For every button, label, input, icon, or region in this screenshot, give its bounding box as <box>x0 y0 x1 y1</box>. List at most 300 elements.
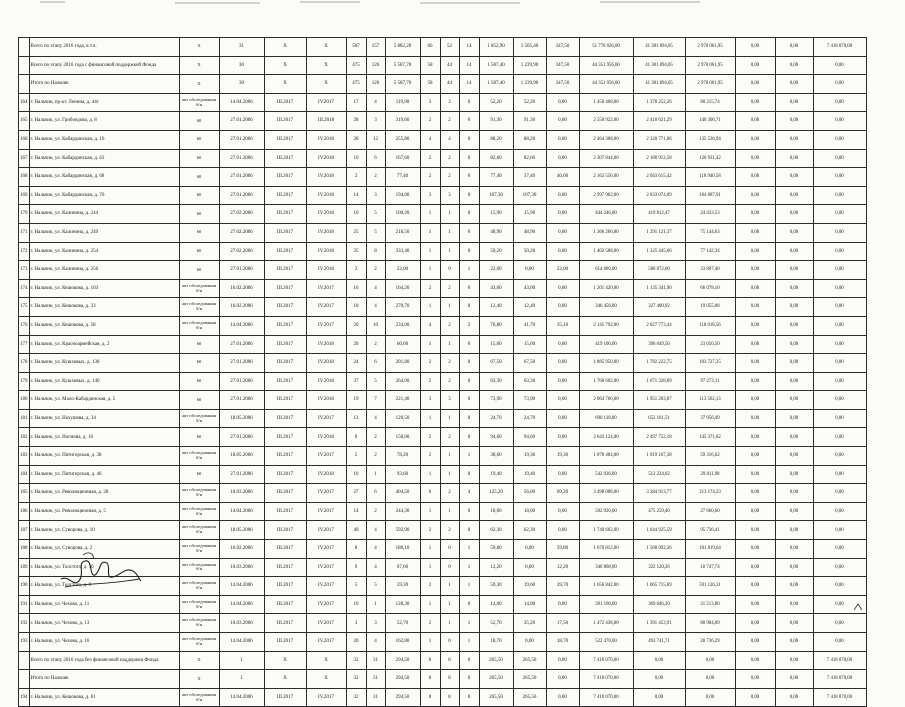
cell-f15: 0,00 <box>546 391 579 410</box>
cell-f8: 4 <box>366 279 385 298</box>
cell-f19: 0,00 <box>735 168 775 187</box>
cell-f20: 0,00 <box>775 372 813 391</box>
cell-f11: 0 <box>440 261 459 280</box>
cell-f19: 0,00 <box>735 447 775 466</box>
cell-f13: 52,70 <box>479 614 513 633</box>
cell-f20: 0,00 <box>775 465 813 484</box>
cell-date: 27.01.2006 <box>219 186 264 205</box>
cell-f19: 0,00 <box>735 186 775 205</box>
cell-address: г. Нальчик, ул. Калинина, д. 249 <box>29 223 179 242</box>
cell-no: 168 <box>19 168 30 187</box>
cell-start: III.2017 <box>264 298 306 317</box>
cell-f9: 270,70 <box>385 298 420 317</box>
cell-f21: 0,00 <box>813 279 866 298</box>
cell-f18: 213 174,23 <box>685 484 735 503</box>
cell-f17: 512 224,02 <box>633 465 685 484</box>
cell-f10: 2 <box>420 112 440 131</box>
cell-end: X <box>306 651 346 670</box>
cell-f18: 33 807,40 <box>685 261 735 280</box>
cell-f20: 0,00 <box>775 149 813 168</box>
cell-f9: 100,20 <box>385 205 420 224</box>
cell-no: 166 <box>19 130 30 149</box>
cell-no: 182 <box>19 428 30 447</box>
cell-f9: 67,60 <box>385 558 420 577</box>
cell-f13: 15,90 <box>479 205 513 224</box>
cell-f21: 0,00 <box>813 391 866 410</box>
cell-f11: 8 <box>440 670 459 689</box>
cell-f13: 1 852,90 <box>479 38 513 57</box>
cell-f19: 0,00 <box>735 465 775 484</box>
cell-f18: 101 819,64 <box>685 540 735 559</box>
cell-address: г. Нальчик, ул. Кабардинская, д. 63 <box>29 149 179 168</box>
cell-f14: 15,90 <box>513 205 546 224</box>
cell-f17: 1 568 992,36 <box>633 540 685 559</box>
cell-no <box>19 38 30 57</box>
cell-f9: 244,30 <box>385 502 420 521</box>
table-row <box>19 149 867 168</box>
cell-f20: 0,00 <box>775 447 813 466</box>
cell-f17: 3 284 913,77 <box>633 484 685 503</box>
cell-f15: 0,00 <box>546 93 579 112</box>
cell-f14: 37,40 <box>513 168 546 187</box>
cell-f14: 43,00 <box>513 279 546 298</box>
cell-f17: 1 644 925,59 <box>633 521 685 540</box>
cell-f15: 0,00 <box>546 688 579 707</box>
cell-date: 16.02.2006 <box>219 540 264 559</box>
cell-f13: 67,50 <box>479 354 513 373</box>
cell-f10: 3 <box>420 391 440 410</box>
cell-f11: 1 <box>440 298 459 317</box>
table-row <box>19 447 867 466</box>
cell-f14: 1 239,90 <box>513 56 546 75</box>
cell-f10: 1 <box>420 595 440 614</box>
table-row <box>19 130 867 149</box>
cell-date: 27.02.2006 <box>219 223 264 242</box>
cell-f19: 0,00 <box>735 595 775 614</box>
cell-f13: 14,00 <box>479 595 513 614</box>
cell-start: III.2017 <box>264 130 306 149</box>
cell-f16: 1 402 588,00 <box>579 242 633 261</box>
cell-f17: 1 291 121,37 <box>633 223 685 242</box>
cell-f14: 14,00 <box>513 595 546 614</box>
cell-start: III.2017 <box>264 614 306 633</box>
cell-f9: 164,20 <box>385 279 420 298</box>
cell-f11: 2 <box>440 372 459 391</box>
cell-f10: 1 <box>420 298 440 317</box>
cell-start: III.2017 <box>264 149 306 168</box>
table-row <box>19 670 867 689</box>
cell-f19: 0,00 <box>735 428 775 447</box>
cell-f15: 0,00 <box>546 428 579 447</box>
cell-f8: 5 <box>366 205 385 224</box>
cell-end: IV.2017 <box>306 502 346 521</box>
cell-f13: 265,50 <box>479 651 513 670</box>
cell-f21: 7 418 070,00 <box>813 651 866 670</box>
cell-f14: 265,50 <box>513 688 546 707</box>
cell-start: III.2017 <box>264 521 306 540</box>
cell-f20: 0,00 <box>775 335 813 354</box>
cell-f20: 0,00 <box>775 130 813 149</box>
cell-f10: 1 <box>420 335 440 354</box>
cell-f15: 347,50 <box>546 38 579 57</box>
cell-f10: 2 <box>420 279 440 298</box>
cell-f7: 10 <box>346 465 366 484</box>
cell-start: III.2017 <box>264 484 306 503</box>
cell-f20: 0,00 <box>775 38 813 57</box>
cell-f8: 6 <box>366 149 385 168</box>
cell-no: 194 <box>19 688 30 707</box>
cell-address: г. Нальчик, ул. Красноармейская, д. 2 <box>29 335 179 354</box>
cell-f21: 0,00 <box>813 335 866 354</box>
cell-f10: 2 <box>420 428 440 447</box>
cell-f12: 1 <box>459 447 479 466</box>
cell-start: III.2017 <box>264 261 306 280</box>
cell-f11: 1 <box>440 335 459 354</box>
cell-start: III.2017 <box>264 447 306 466</box>
cell-f12: 0 <box>459 688 479 707</box>
cell-start: III.2017 <box>264 428 306 447</box>
cell-end: IV.2018 <box>306 372 346 391</box>
cell-f16: 1 472 438,00 <box>579 614 633 633</box>
cell-f21: 0,00 <box>813 316 866 335</box>
cell-date: 14.04.2006 <box>219 316 264 335</box>
cell-f12: 0 <box>459 186 479 205</box>
cell-date: 18.05.2006 <box>219 409 264 428</box>
cell-f21: 0,00 <box>813 428 866 447</box>
cell-no: 186 <box>19 502 30 521</box>
cell-f11: 0 <box>440 540 459 559</box>
cell-f12: 0 <box>459 595 479 614</box>
cell-f16: 391 160,00 <box>579 595 633 614</box>
cell-f9: 201,80 <box>385 354 420 373</box>
table-row <box>19 428 867 447</box>
cell-no <box>19 651 30 670</box>
cell-f16: 1 885 950,00 <box>579 354 633 373</box>
cell-f18: 2 970 061,95 <box>685 56 735 75</box>
cell-end: IV.2017 <box>306 595 346 614</box>
cell-no: 165 <box>19 112 30 131</box>
cell-f17: 0,00 <box>633 688 685 707</box>
cell-end: IV.2018 <box>306 186 346 205</box>
cell-f19: 0,00 <box>735 354 775 373</box>
cell-f14: 63,30 <box>513 372 546 391</box>
cell-no: 180 <box>19 391 30 410</box>
cell-f17: 41 381 894,05 <box>633 38 685 57</box>
cell-f15: 0,00 <box>546 372 579 391</box>
cell-address: г. Нальчик, ул. Чехова, д. 16 <box>29 633 179 652</box>
cell-f19: 0,00 <box>735 409 775 428</box>
cell-basis: акт обследования б/н <box>179 484 219 503</box>
cell-f13: 38,60 <box>479 447 513 466</box>
cell-f7: 5 <box>346 577 366 596</box>
cell-end: X <box>306 56 346 75</box>
table-row <box>19 651 867 670</box>
cell-f10: 1 <box>420 223 440 242</box>
cell-f13: 73,90 <box>479 391 513 410</box>
cell-basis: 60 <box>179 223 219 242</box>
cell-f7: 18 <box>346 298 366 317</box>
cell-f11: 2 <box>440 112 459 131</box>
cell-end: IV.2018 <box>306 130 346 149</box>
cell-address: г. Нальчик, ул. Грибоедова, д. 8 <box>29 112 179 131</box>
cell-date: 10.03.2006 <box>219 484 264 503</box>
cell-f12: 0 <box>459 521 479 540</box>
cell-f13: 50,20 <box>479 242 513 261</box>
cell-date: 27.02.2006 <box>219 242 264 261</box>
cell-f10: 6 <box>420 484 440 503</box>
cell-f13: 82,60 <box>479 149 513 168</box>
cell-f19: 0,00 <box>735 540 775 559</box>
cell-f13: 62,30 <box>479 521 513 540</box>
table-row <box>19 75 867 94</box>
table-row <box>19 614 867 633</box>
cell-f15: 0,00 <box>546 130 579 149</box>
cell-f19: 0,00 <box>735 38 775 57</box>
cell-f19: 0,00 <box>735 335 775 354</box>
cell-f13: 18,00 <box>479 502 513 521</box>
cell-basis: 60 <box>179 261 219 280</box>
cell-f15: 18,70 <box>546 633 579 652</box>
cell-start: III.2017 <box>264 279 306 298</box>
cell-f17: 475 259,40 <box>633 502 685 521</box>
cell-f9: 294,50 <box>385 670 420 689</box>
cell-f17: 2 410 621,29 <box>633 112 685 131</box>
cell-f15: 0,00 <box>546 242 579 261</box>
cell-f19: 0,00 <box>735 56 775 75</box>
cell-f7: 10 <box>346 149 366 168</box>
cell-f21: 0,00 <box>813 447 866 466</box>
cell-f7: 14 <box>346 502 366 521</box>
cell-f8: 3 <box>366 186 385 205</box>
cell-no: 193 <box>19 633 30 652</box>
cell-f17: 322 120,26 <box>633 558 685 577</box>
cell-start: III.2017 <box>264 316 306 335</box>
cell-no: 185 <box>19 484 30 503</box>
cell-f11: 1 <box>440 577 459 596</box>
cell-f12: 0 <box>459 354 479 373</box>
cell-f7: 20 <box>346 335 366 354</box>
cell-f17: 0,00 <box>633 670 685 689</box>
cell-f16: 2 464 308,00 <box>579 130 633 149</box>
cell-f17: 2 833 074,09 <box>633 186 685 205</box>
cell-date: 1 <box>219 651 264 670</box>
cell-f7: 2 <box>346 168 366 187</box>
cell-address: г. Нальчик, ул. Суворова, д. 2 <box>29 540 179 559</box>
cell-f9: 221,40 <box>385 391 420 410</box>
cell-f11: 44 <box>440 75 459 94</box>
cell-f15: 0,00 <box>546 279 579 298</box>
cell-f8: 6 <box>366 354 385 373</box>
cell-f11: 2 <box>440 168 459 187</box>
cell-f19: 0,00 <box>735 298 775 317</box>
cell-basis: X <box>179 670 219 689</box>
cell-basis: акт обследования б/н <box>179 614 219 633</box>
cell-no: 187 <box>19 521 30 540</box>
cell-f7: 27 <box>346 484 366 503</box>
cell-f9: 120,50 <box>385 409 420 428</box>
cell-f10: 2 <box>420 577 440 596</box>
cell-f12: 4 <box>459 484 479 503</box>
cell-f13: 88,20 <box>479 130 513 149</box>
cell-f16: 502 920,00 <box>579 502 633 521</box>
cell-f20: 0,00 <box>775 577 813 596</box>
cell-f11: 3 <box>440 186 459 205</box>
cell-f11: 1 <box>440 614 459 633</box>
cell-f12: 0 <box>459 298 479 317</box>
cell-f10: 1 <box>420 502 440 521</box>
cell-end: X <box>306 670 346 689</box>
cell-no: 191 <box>19 595 30 614</box>
table-row <box>19 335 867 354</box>
cell-f19: 0,00 <box>735 372 775 391</box>
table-row <box>19 316 867 335</box>
cell-f16: 522 478,00 <box>579 633 633 652</box>
cell-f20: 0,00 <box>775 558 813 577</box>
cell-f7: 24 <box>346 354 366 373</box>
cell-f8: 6 <box>366 484 385 503</box>
cell-address: г. Нальчик, ул. Толстого, д. 9 <box>29 577 179 596</box>
cell-f13: 1 587,40 <box>479 75 513 94</box>
cell-f7: 8 <box>346 540 366 559</box>
cell-f8: 4 <box>366 93 385 112</box>
cell-f20: 0,00 <box>775 279 813 298</box>
cell-f19: 0,00 <box>735 670 775 689</box>
cell-f16: 2 643 124,00 <box>579 428 633 447</box>
cell-start: III.2017 <box>264 502 306 521</box>
cell-f16: 419 100,00 <box>579 335 633 354</box>
cell-f9: 52,70 <box>385 614 420 633</box>
cell-f8: 126 <box>366 75 385 94</box>
cell-no: 190 <box>19 577 30 596</box>
cell-f7: 37 <box>346 372 366 391</box>
cell-f18: 0,00 <box>685 688 735 707</box>
cell-f15: 347,50 <box>546 56 579 75</box>
cell-f10: 2 <box>420 149 440 168</box>
cell-start: III.2017 <box>264 577 306 596</box>
cell-f9: 78,20 <box>385 447 420 466</box>
cell-f9: 22,00 <box>385 261 420 280</box>
table-row <box>19 558 867 577</box>
cell-f15: 0,00 <box>546 354 579 373</box>
cell-f20: 0,00 <box>775 595 813 614</box>
table-row <box>19 465 867 484</box>
cell-f9: 333,40 <box>385 242 420 261</box>
cell-f14: 107,30 <box>513 186 546 205</box>
cell-f12: 0 <box>459 465 479 484</box>
cell-end: IV.2018 <box>306 205 346 224</box>
table-row <box>19 484 867 503</box>
cell-f10: 2 <box>420 447 440 466</box>
cell-end: IV.2017 <box>306 316 346 335</box>
cell-f18: 113 562,13 <box>685 391 735 410</box>
cell-no: 167 <box>19 149 30 168</box>
cell-f8: 10 <box>366 316 385 335</box>
cell-f15: 69,20 <box>546 484 579 503</box>
cell-no: 176 <box>19 316 30 335</box>
cell-basis: акт обследования б/н <box>179 595 219 614</box>
cell-f7: 32 <box>346 651 366 670</box>
cell-f19: 0,00 <box>735 391 775 410</box>
table-row <box>19 688 867 707</box>
cell-f17: 327 400,92 <box>633 298 685 317</box>
cell-f19: 0,00 <box>735 112 775 131</box>
cell-f19: 0,00 <box>735 502 775 521</box>
table-row <box>19 38 867 57</box>
cell-end: IV.2018 <box>306 354 346 373</box>
cell-address: г. Нальчик, ул. Кешокова, д. 103 <box>29 279 179 298</box>
cell-f18: 77 142,34 <box>685 242 735 261</box>
cell-f13: 94,60 <box>479 428 513 447</box>
cell-date: 27.01.2006 <box>219 130 264 149</box>
cell-f7: 10 <box>346 205 366 224</box>
table-row <box>19 577 867 596</box>
cell-f18: 59 316,62 <box>685 447 735 466</box>
cell-end: IV.2017 <box>306 484 346 503</box>
cell-f11: 1 <box>440 223 459 242</box>
cell-f21: 0,00 <box>813 502 866 521</box>
cell-f9: 234,00 <box>385 316 420 335</box>
cell-f11: 1 <box>440 502 459 521</box>
cell-f11: 2 <box>440 149 459 168</box>
cell-f8: 4 <box>366 521 385 540</box>
cell-start: III.2017 <box>264 186 306 205</box>
cell-f15: 0,00 <box>546 502 579 521</box>
cell-address: г. Нальчик, ул. Мало-Кабардинская, д. 5 <box>29 391 179 410</box>
cell-f18: 140 300,71 <box>685 112 735 131</box>
cell-f10: 66 <box>420 38 440 57</box>
cell-f11: 8 <box>440 651 459 670</box>
cell-f19: 0,00 <box>735 93 775 112</box>
cell-date: 27.01.2006 <box>219 335 264 354</box>
cell-f9: 404,50 <box>385 484 420 503</box>
cell-f8: 2 <box>366 168 385 187</box>
cell-f10: 8 <box>420 688 440 707</box>
cell-end: IV.2017 <box>306 521 346 540</box>
cell-f19: 0,00 <box>735 651 775 670</box>
cell-f17: 419 812,47 <box>633 205 685 224</box>
cell-f19: 0,00 <box>735 205 775 224</box>
cell-start: III.2017 <box>264 112 306 131</box>
cell-basis: 60 <box>179 112 219 131</box>
table-row <box>19 391 867 410</box>
cell-f17: 1 782 222,75 <box>633 354 685 373</box>
cell-f8: 5 <box>366 223 385 242</box>
cell-f21: 0,00 <box>813 223 866 242</box>
cell-no: 169 <box>19 186 30 205</box>
cell-f8: 31 <box>366 651 385 670</box>
cell-f15: 0,00 <box>546 149 579 168</box>
cell-f12: 1 <box>459 558 479 577</box>
table-row <box>19 633 867 652</box>
cell-f18: 0,00 <box>685 651 735 670</box>
cell-f12: 1 <box>459 614 479 633</box>
cell-f18: 21 513,80 <box>685 595 735 614</box>
cell-f16: 1 078 484,00 <box>579 447 633 466</box>
cell-f12: 14 <box>459 75 479 94</box>
table-row <box>19 205 867 224</box>
cell-f17: 369 646,20 <box>633 595 685 614</box>
cell-f9: 5 882,20 <box>385 38 420 57</box>
cell-f7: 6 <box>346 428 366 447</box>
cell-f8: 31 <box>366 670 385 689</box>
cell-f7: 28 <box>346 112 366 131</box>
cell-f8: 1 <box>366 595 385 614</box>
cell-address: г. Нальчик, ул. Революционная, д. 28 <box>29 484 179 503</box>
cell-date: 27.01.2006 <box>219 428 264 447</box>
cell-end: IV.2018 <box>306 242 346 261</box>
cell-f7: 5 <box>346 447 366 466</box>
cell-f8: 2 <box>366 261 385 280</box>
